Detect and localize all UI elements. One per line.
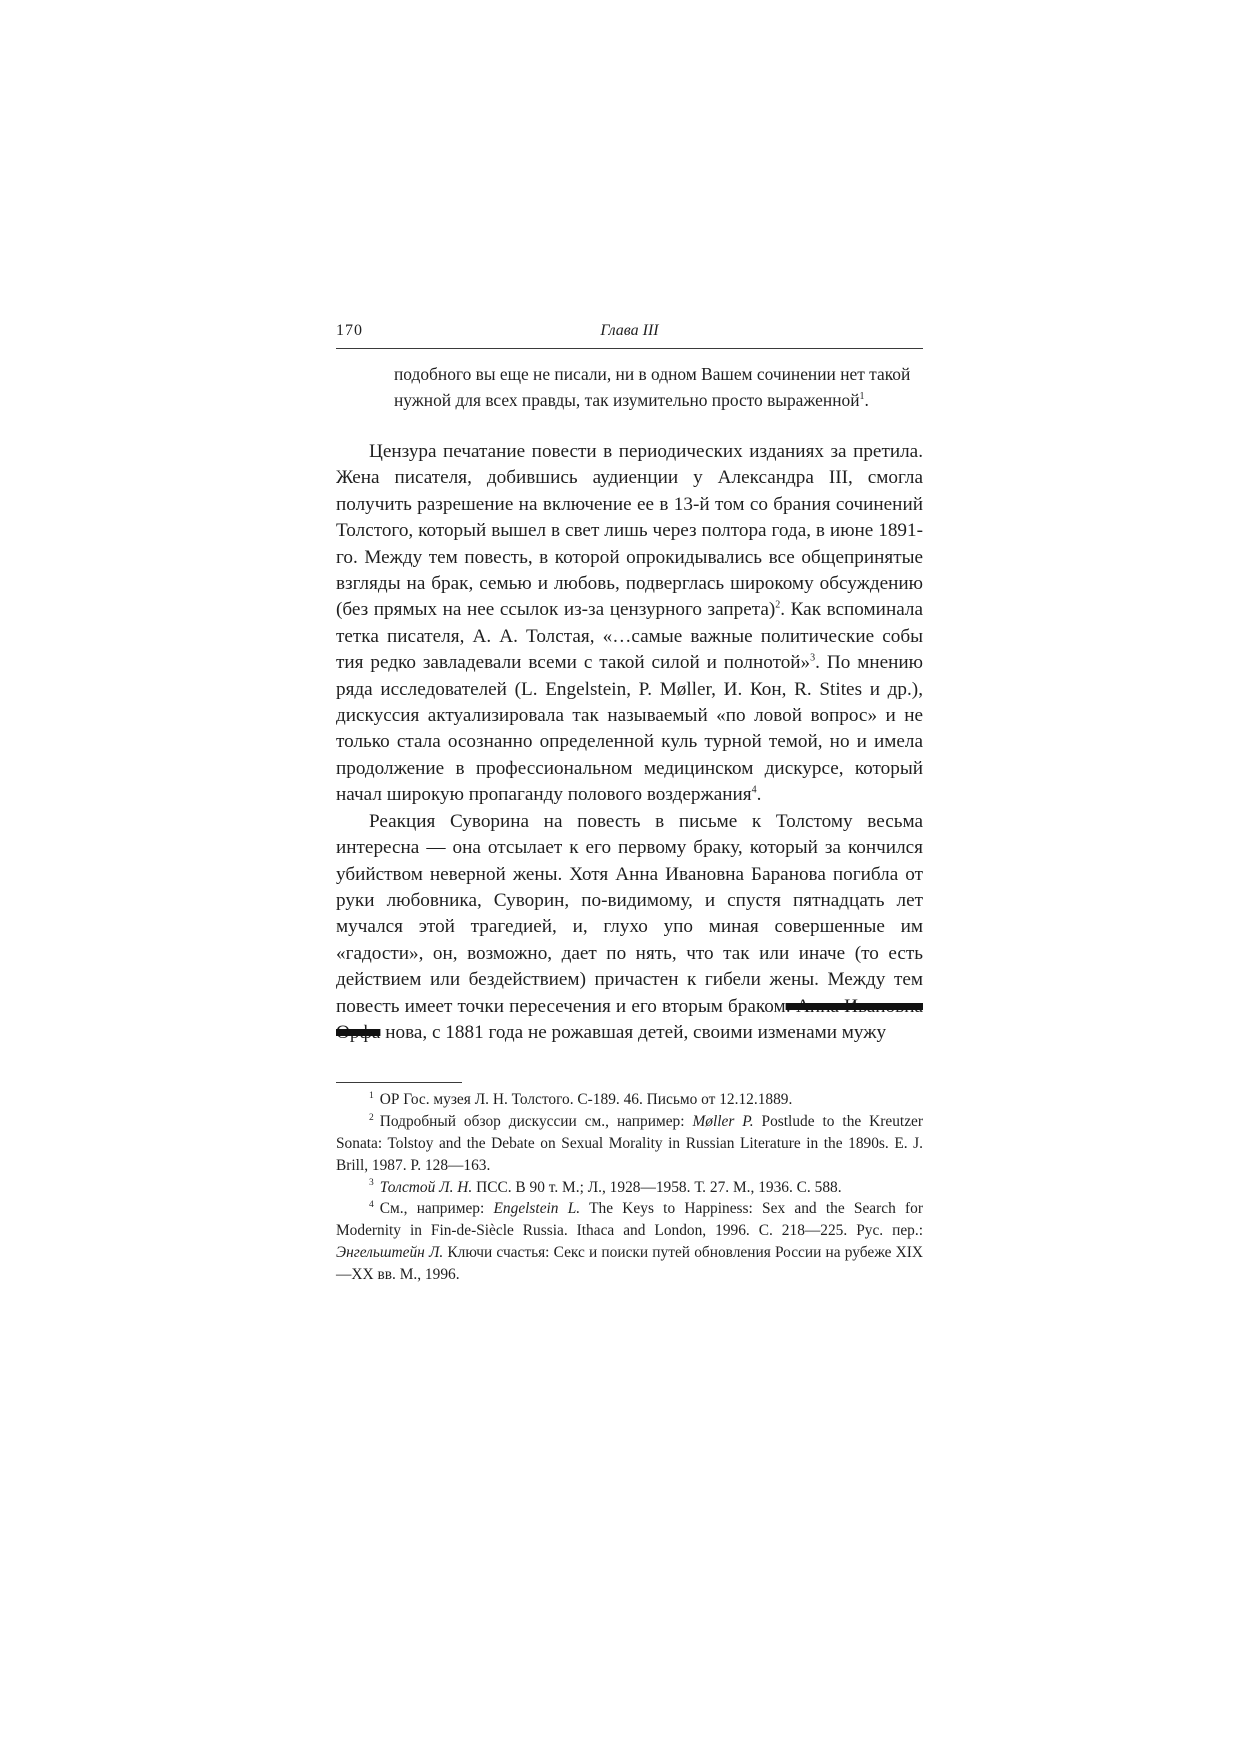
footnote-author: Толстой Л. Н. xyxy=(379,1178,473,1196)
quote-end: . xyxy=(864,390,869,410)
footnote-3 xyxy=(336,1177,923,1199)
footnote-text: Postlude to the Kreutzer Sonata: Tolstoy and the Debate on Sexual Morality in Russian Literature in the 1890s. E. J. Brill, 1987. P. 128—163. xyxy=(336,1113,923,1174)
footnote-2 xyxy=(336,1111,923,1176)
footnote-number: 1 xyxy=(369,1091,374,1102)
page-number: 170 xyxy=(336,322,363,339)
block-quote xyxy=(394,361,922,413)
paragraph-text: Цензура печатание повести в периодических изданиях за претила. Жена писателя, добившись аудиенции у Александра III, смогла получить разрешение на включение ее в 13-й том со брания сочинений Толстого, который вышел в свет лишь через полтора года, в июне 1891-го. Между тем повесть, в которой опрокидывались все общепринятые взгляды на брак, семью и любовь, подверглась широкому обсуждению (без прямых на нее ссылок из-за цензурного запрета) xyxy=(336,441,923,621)
paragraph-text: . По мнению ряда исследователей (L. Engelstein, P. Møller, И. Кон, R. Stites и др.), дискуссия актуализировала так называемый «по ловой вопрос» и не только стала осознанно определенной куль турной темой, но и имела продолжение в профессиональном медицинском дискурсе, который начал широкую пропаганду полового воздержания xyxy=(336,652,923,806)
paragraph-censorship xyxy=(336,439,923,809)
paragraph-text: . Как вспоминала тетка писателя, А. А. Толстая, «…самые важные политические собы тия редко завладевали всеми с такой силой и полнотой» xyxy=(336,599,923,674)
footnotes xyxy=(336,1089,923,1285)
footnote-number: 2 xyxy=(369,1113,374,1124)
book-page xyxy=(336,322,923,1286)
footnote-ref: 1 xyxy=(859,391,865,403)
quote-text: подобного вы еще не писали, ни в одном Вашем сочинении нет такой нужной для всех правды, так изумительно просто выраженной xyxy=(394,364,911,410)
footnote-text: Ключи счастья: Секс и поиски путей обновления России на рубеже XIX—XX вв. М., 1996. xyxy=(336,1243,923,1283)
footnote-ref: 2 xyxy=(775,600,781,612)
footnote-text: The Keys to Happiness: Sex and the Search for Modernity in Fin-de-Siècle Russia. Ithaca and London, 1996. С. 218—225. Рус. пер.: xyxy=(336,1200,923,1240)
footnote-ref: 4 xyxy=(751,784,757,796)
running-head: Глава III xyxy=(600,322,659,339)
footnote-ref: 3 xyxy=(810,652,816,664)
footnote-text: ПСС. В 90 т. М.; Л., 1928—1958. Т. 27. М., 1936. С. 588. xyxy=(472,1178,842,1196)
struck-text: : Анна Ивановна Орфа xyxy=(336,995,923,1043)
paragraph-text: . xyxy=(756,784,762,806)
footnote-number: 3 xyxy=(369,1178,374,1189)
footnote-author: Engelstein L. xyxy=(493,1200,581,1218)
footnote-divider xyxy=(336,1082,462,1083)
body-text xyxy=(336,439,923,1046)
footnote-text: ОР Гос. музея Л. Н. Толстого. С-189. 46. Письмо от 12.12.1889. xyxy=(379,1091,793,1109)
footnote-1 xyxy=(336,1089,923,1111)
paragraph-text: нова, с 1881 года не рожавшая детей, своими изменами мужу xyxy=(385,1021,887,1043)
paragraph-text: Реакция Суворина на повесть в письме к Толстому весьма интересна — она отсылает к его первому браку, который за кончился убийством неверной жены. Хотя Анна Ивановна Баранова погибла от руки любовника, Суворин, по-видимому, и спустя пятнадцать лет мучался этой трагедией, и, глухо упо миная совершенные им «гадости», он, возможно, дает по нять, что так или иначе (то есть действием или бездействием) причастен к гибели жены. Между тем повесть имеет точки пересечения и его вторым браком xyxy=(336,810,923,1017)
paragraph-suvorin xyxy=(336,809,923,1047)
page-header xyxy=(336,322,923,349)
footnote-text: Подробный обзор дискуссии см., например: xyxy=(379,1113,693,1131)
footnote-author: Møller P. xyxy=(692,1113,754,1131)
footnote-4 xyxy=(336,1198,923,1285)
footnote-text: См., например: xyxy=(379,1200,494,1218)
footnote-number: 4 xyxy=(369,1200,374,1211)
footnote-author: Энгельштейн Л. xyxy=(336,1243,444,1261)
